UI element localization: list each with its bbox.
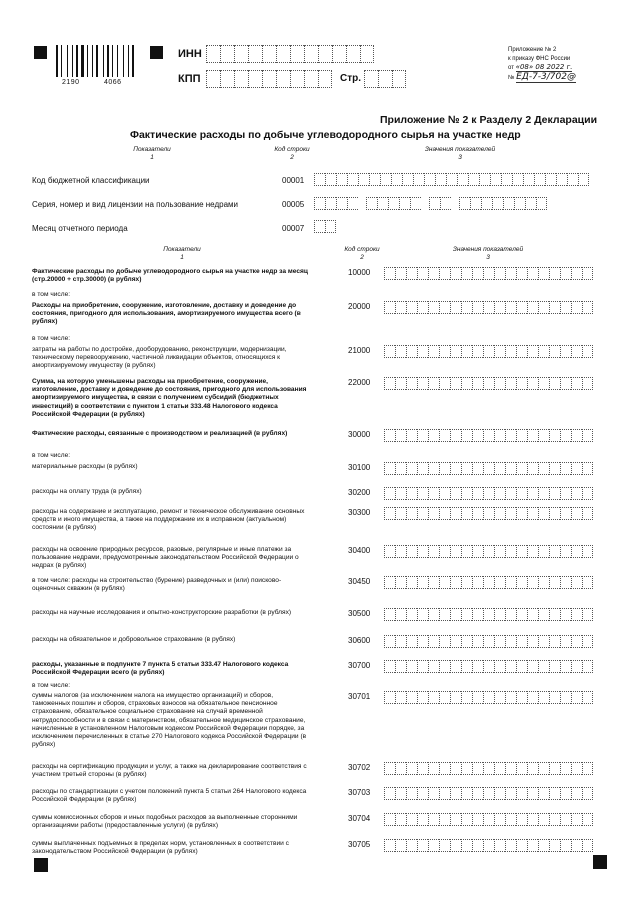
row-label-30200: расходы на оплату труда (в рублях) bbox=[32, 488, 142, 495]
inn-label: ИНН bbox=[178, 48, 202, 60]
appendix-title: Приложение № 2 к Разделу 2 Декларации bbox=[380, 114, 598, 126]
order-stamp bbox=[508, 46, 618, 82]
row-label-30500: расходы на научные исследования и опытно-конструкторские разработки (в рублях) bbox=[32, 609, 292, 616]
value-field-30700[interactable] bbox=[384, 660, 593, 673]
row-label-10000: Фактические расходы по добыче углеводородного сырья на участке недр за месяц (стр.20000 + стр.30000) (в рублях) bbox=[32, 268, 308, 284]
value-field-30600[interactable] bbox=[384, 635, 593, 648]
col-header-code-top: Код строки 2 bbox=[274, 146, 310, 161]
inn-field[interactable] bbox=[206, 45, 374, 63]
row-label-30701: суммы налогов (за исключением налога на имущество организаций) и сборов, таможенных пошлин и сборов, страховых взносов на обязательное пенсионное страхование, обязательное социальное страхование на случай временной нетрудоспособности и в связи с материнством, обязательное медицинское страхование, начисленные в установленном Налоговым кодексом Российской Федерации порядке, за исключением перечисленных в статье 270 Налогового кодекса Российской Федерации (в рублях) bbox=[32, 692, 307, 749]
value-field-30200[interactable] bbox=[384, 487, 593, 500]
stamp-line-date: от «08» 08 2022 г. bbox=[508, 63, 573, 71]
stamp-line-number: № ЕД-7-3/702@ bbox=[508, 71, 576, 82]
value-field-22000[interactable] bbox=[384, 377, 593, 390]
row-label-30704: суммы комиссионных сборов и иных подобных расходов за выполненные сторонними организациями работы (предоставленные услуги) (в рублях) bbox=[32, 814, 298, 830]
row-code-30600: 30600 bbox=[348, 636, 371, 645]
kbk-field[interactable] bbox=[314, 173, 589, 186]
row-label-30703: расходы по стандартизации с учетом положений пункта 5 статьи 264 Налогового кодекса Российской Федерации (в рублях) bbox=[32, 788, 307, 804]
row-label-22000: Сумма, на которую уменьшены расходы на приобретение, сооружение, изготовление, доставку и доведение до состояния, пригодного для использования амортизируемого имущества, в связи с получением субсидий (бюджетных инвестиций) в соответствии с пунктом 1 статьи 333.48 Налогового кодекса Российской Федерации (в рублях) bbox=[32, 378, 307, 418]
barcode-number-right: 4066 bbox=[104, 79, 122, 86]
value-field-30701[interactable] bbox=[384, 691, 593, 704]
value-field-30705[interactable] bbox=[384, 839, 593, 852]
row-code-30700: 30700 bbox=[348, 661, 371, 670]
value-field-30703[interactable] bbox=[384, 787, 593, 800]
value-field-10000[interactable] bbox=[384, 267, 593, 280]
stamp-line-appendix: Приложение № 2 bbox=[508, 47, 557, 53]
top-row-kbk-code: 00001 bbox=[282, 176, 305, 185]
license-field[interactable] bbox=[314, 197, 547, 210]
row-label-30702: расходы на сертификацию продукции и услуг, а также на декларирование соответствия с участием третьей стороны (в рублях) bbox=[32, 763, 307, 779]
corner-marker-top-right bbox=[150, 46, 163, 59]
barcode bbox=[56, 45, 138, 77]
value-field-30000[interactable] bbox=[384, 429, 593, 442]
stamp-date-handwritten: «08» 08 2022 г. bbox=[515, 63, 573, 71]
row-code-30701: 30701 bbox=[348, 692, 371, 701]
value-field-30500[interactable] bbox=[384, 608, 593, 621]
col-header-values-top: Значения показателей 3 bbox=[424, 146, 496, 161]
corner-marker-bottom-left bbox=[34, 858, 48, 872]
row-label-21000: затраты на работы по достройке, дооборудованию, реконструкции, модернизации, техническому перевооружению, частичной ликвидации объектов, относящихся к амортизируемому имуществу (в рублях) bbox=[32, 346, 287, 370]
main-title: Фактические расходы по добыче углеводородного сырья на участке недр bbox=[130, 129, 521, 141]
row-code-30450: 30450 bbox=[348, 577, 371, 586]
row-code-22000: 22000 bbox=[348, 378, 371, 387]
row-code-30300: 30300 bbox=[348, 508, 371, 517]
stamp-line-order: к приказу ФНС России bbox=[508, 55, 571, 62]
col-header-code: Код строки 2 bbox=[344, 246, 380, 261]
corner-marker-top-left bbox=[34, 46, 47, 59]
row-code-30000: 30000 bbox=[348, 430, 371, 439]
value-field-30450[interactable] bbox=[384, 576, 593, 589]
row-label-30450: в том числе: расходы на строительство (бурение) разведочных и (или) поисково-оценочных скважин (в рублях) bbox=[32, 577, 282, 593]
in-that-label: в том числе: bbox=[32, 291, 71, 298]
row-label-30000: Фактические расходы, связанные с производством и реализацией (в рублях) bbox=[32, 430, 288, 437]
row-label-30600: расходы на обязательное и добровольное страхование (в рублях) bbox=[32, 636, 236, 643]
page-field[interactable] bbox=[364, 70, 406, 88]
row-code-10000: 10000 bbox=[348, 268, 371, 277]
in-that-label: в том числе: bbox=[32, 452, 71, 459]
corner-marker-bottom-right bbox=[593, 855, 607, 869]
value-field-30300[interactable] bbox=[384, 507, 593, 520]
value-field-30100[interactable] bbox=[384, 462, 593, 475]
row-code-30704: 30704 bbox=[348, 814, 371, 823]
row-code-30100: 30100 bbox=[348, 463, 371, 472]
row-label-20000: Расходы на приобретение, сооружение, изготовление, доставку и доведение до состояния, пригодного для использования, амортизируемого имущества всего (в рублях) bbox=[32, 302, 301, 326]
row-code-21000: 21000 bbox=[348, 346, 371, 355]
top-row-month-code: 00007 bbox=[282, 224, 305, 233]
top-row-license-code: 00005 bbox=[282, 200, 305, 209]
value-field-30400[interactable] bbox=[384, 545, 593, 558]
row-code-30400: 30400 bbox=[348, 546, 371, 555]
top-row-license-label: Серия, номер и вид лицензии на пользование недрами bbox=[32, 200, 238, 209]
in-that-label: в том числе: bbox=[32, 682, 71, 689]
row-label-30705: суммы выплаченных подъемных в пределах норм, установленных в соответствии с законодательством Российской Федерации (в рублях) bbox=[32, 840, 289, 856]
row-code-30703: 30703 bbox=[348, 788, 371, 797]
value-field-21000[interactable] bbox=[384, 345, 593, 358]
col-header-indicators-top: Показатели 1 bbox=[133, 146, 171, 161]
row-label-30300: расходы на содержание и эксплуатацию, ремонт и техническое обслуживание основных средств и иного имущества, а также на поддержание их в исправном (актуальном) состоянии (в рублях) bbox=[32, 508, 305, 532]
in-that-label: в том числе: bbox=[32, 335, 71, 342]
kpp-label: КПП bbox=[178, 73, 201, 85]
row-label-30100: материальные расходы (в рублях) bbox=[32, 463, 138, 470]
row-label-30400: расходы на освоение природных ресурсов, разовые, регулярные и иные платежи за пользование недрами, предусмотренные законодательством Российской Федерации о недрах (в рублях) bbox=[32, 546, 299, 570]
value-field-20000[interactable] bbox=[384, 301, 593, 314]
value-field-30704[interactable] bbox=[384, 813, 593, 826]
stamp-number-handwritten: ЕД-7-3/702@ bbox=[516, 71, 576, 82]
kpp-field[interactable] bbox=[206, 70, 332, 88]
top-row-month-label: Месяц отчетного периода bbox=[32, 224, 128, 233]
top-row-kbk-label: Код бюджетной классификации bbox=[32, 176, 150, 185]
row-code-30500: 30500 bbox=[348, 609, 371, 618]
col-header-indicators: Показатели 1 bbox=[163, 246, 201, 261]
row-code-30705: 30705 bbox=[348, 840, 371, 849]
page-label: Стр. bbox=[340, 73, 362, 84]
value-field-30702[interactable] bbox=[384, 762, 593, 775]
barcode-number-left: 2190 bbox=[62, 79, 80, 86]
row-label-30700: расходы, указанные в подпункте 7 пункта 5 статьи 333.47 Налогового кодекса Российской Федерации всего (в рублях) bbox=[32, 661, 289, 677]
col-header-values: Значения показателей 3 bbox=[452, 246, 524, 261]
month-field[interactable] bbox=[314, 220, 336, 233]
row-code-30200: 30200 bbox=[348, 488, 371, 497]
row-code-20000: 20000 bbox=[348, 302, 371, 311]
row-code-30702: 30702 bbox=[348, 763, 371, 772]
